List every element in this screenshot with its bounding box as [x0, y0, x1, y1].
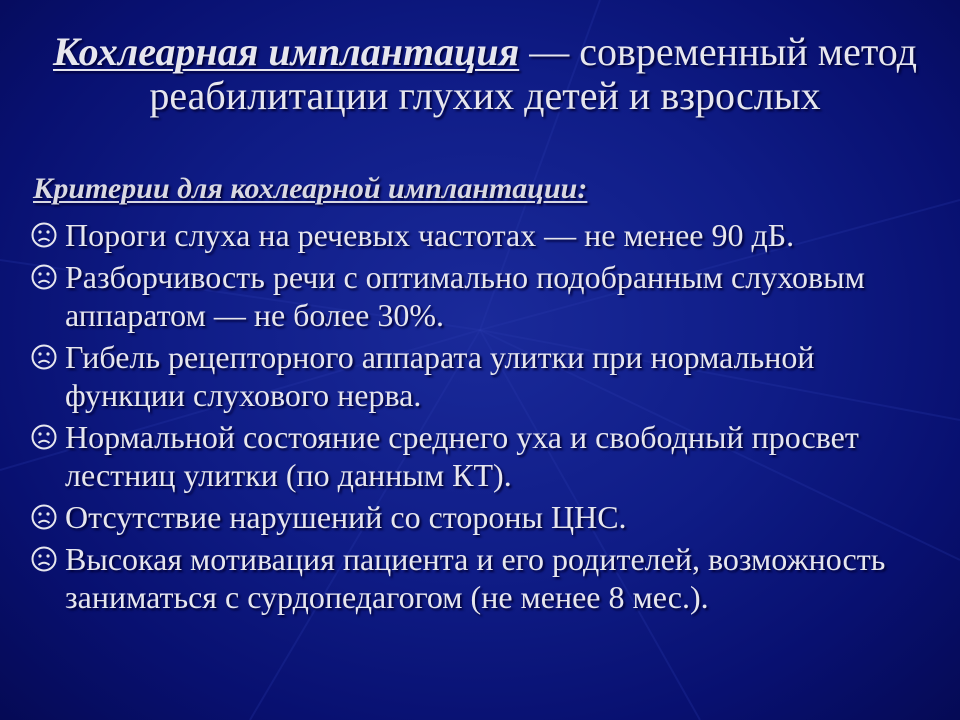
list-item [30, 216, 930, 254]
slide-title [30, 30, 940, 118]
list-item [30, 418, 930, 494]
frowning-face-icon [30, 545, 58, 573]
list-item [30, 540, 930, 616]
frowning-face-icon [30, 221, 58, 249]
criteria-text: Нормальной состояние среднего уха и свободный просвет лестниц улитки (по данным КТ). [65, 419, 859, 493]
frowning-face-icon [30, 343, 58, 371]
title-keyword: Кохлеарная имплантация [53, 29, 520, 74]
criteria-heading: Критерии для кохлеарной имплантации: [33, 172, 588, 205]
criteria-text: Разборчивость речи с оптимально подобранным слуховым аппаратом — не более 30%. [65, 259, 865, 333]
frowning-face-icon [30, 263, 58, 291]
criteria-text: Отсутствие нарушений со стороны ЦНС. [65, 499, 627, 535]
title-description: — современный метод реабилитации глухих детей и взрослых [149, 29, 917, 118]
criteria-text: Гибель рецепторного аппарата улитки при нормальной функции слухового нерва. [65, 339, 815, 413]
list-item [30, 258, 930, 334]
list-item [30, 498, 930, 536]
list-item [30, 338, 930, 414]
criteria-text: Пороги слуха на речевых частотах — не менее 90 дБ. [65, 217, 795, 253]
frowning-face-icon [30, 503, 58, 531]
criteria-text: Высокая мотивация пациента и его родителей, возможность заниматься с сурдопедагогом (не менее 8 мес.). [65, 541, 886, 615]
frowning-face-icon [30, 423, 58, 451]
criteria-list [30, 216, 930, 620]
